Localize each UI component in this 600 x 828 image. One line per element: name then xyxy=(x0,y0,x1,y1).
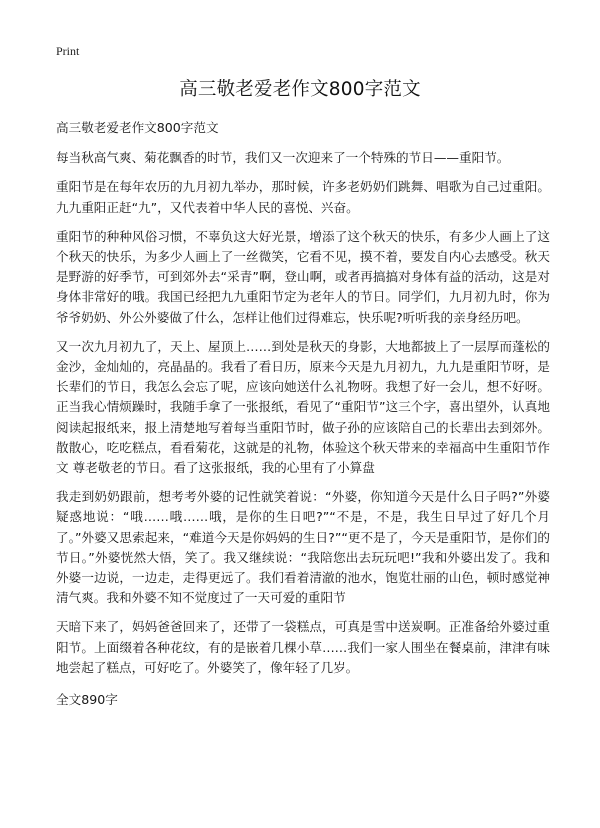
article-subtitle: 高三敬老爱老作文800字范文 xyxy=(56,120,219,135)
article-body xyxy=(56,118,550,719)
paragraph-1: 每当秋高气爽、菊花飘香的时节，我们又一次迎来了一个特殊的节日——重阳节。 xyxy=(56,150,510,166)
paragraph-5: 我走到奶奶跟前，想考考外婆的记性就笑着说：“外婆，你知道今天是什么日子吗?”外婆疑惑地说：“哦……哦……哦，是你的生日吧?”“不是，不是，我生日早过了好几个月了。”外婆又思索起来，“难道今天是你妈妈的生日?”“更不是了，今天是重阳节，是你们的节日。”外婆恍然大悟，笑了。我又继续说：“我陪您出去玩玩吧!”我和外婆出发了。我和外婆一边说，一边走，走得更远了。我们看着清澈的池水，饱览壮丽的山色，顿时感觉神清气爽。我和外婆不知不觉度过了一天可爱的重阳节 xyxy=(56,489,550,606)
paragraph-6: 天暗下来了，妈妈爸爸回来了，还带了一袋糕点，可真是雪中送炭啊。正准备给外婆过重阳节。上面缀着各种花纹，有的是嵌着几棵小草……我们一家人围坐在餐桌前，津津有味地尝起了糕点，可好吃了。外婆笑了，像年轻了几岁。 xyxy=(56,619,550,675)
print-link[interactable]: Print xyxy=(56,44,80,58)
paragraph-2: 重阳节是在每年农历的九月初九举办，那时候，许多老奶奶们跳舞、唱歌为自己过重阳。九九重阳正赶“九”，又代表着中华人民的喜悦、兴奋。 xyxy=(56,179,550,215)
page-title: 高三敬老爱老作文800字范文 xyxy=(179,79,421,100)
paragraph-3: 重阳节的种种风俗习惯，不辜负这大好光景，增添了这个秋天的快乐，有多少人画上了这个秋天的快乐，为多少人画上了一丝微笑，它看不见，摸不着，要发自内心去感受。秋天是野游的好季节，可到郊外去“采青”啊，登山啊，或者再搞搞对身体有益的活动，这是对身体非常好的哦。我国已经把九九重阳节定为老年人的节日。同学们，九月初九时，你为爷爷奶奶、外公外婆做了什么，怎样让他们过得难忘，快乐呢?听听我的亲身经历吧。 xyxy=(56,228,550,325)
paragraph-4: 又一次九月初九了，天上、屋顶上……到处是秋天的身影，大地都披上了一层厚而蓬松的金沙，金灿灿的，亮晶晶的。我看了看日历，原来今天是九月初九，九九是重阳节呀，是长辈们的节日，我怎么会忘了呢，应该向她送什么礼物呀。我想了好一会儿，想不好呀。正当我心情烦躁时，我随手拿了一张报纸，看见了“重阳节”这三个字，喜出望外，认真地阅读起报纸来，报上清楚地写着每当重阳节时，做子孙的应该陪自己的长辈出去到郊外。散散心，吃吃糕点，看看菊花，这就是的礼物，体验这个秋天带来的幸福高中生重阳节作文 尊老敬老的节日。看了这张报纸，我的心里有了小算盘 xyxy=(56,338,550,476)
word-count: 全文890字 xyxy=(56,692,118,708)
